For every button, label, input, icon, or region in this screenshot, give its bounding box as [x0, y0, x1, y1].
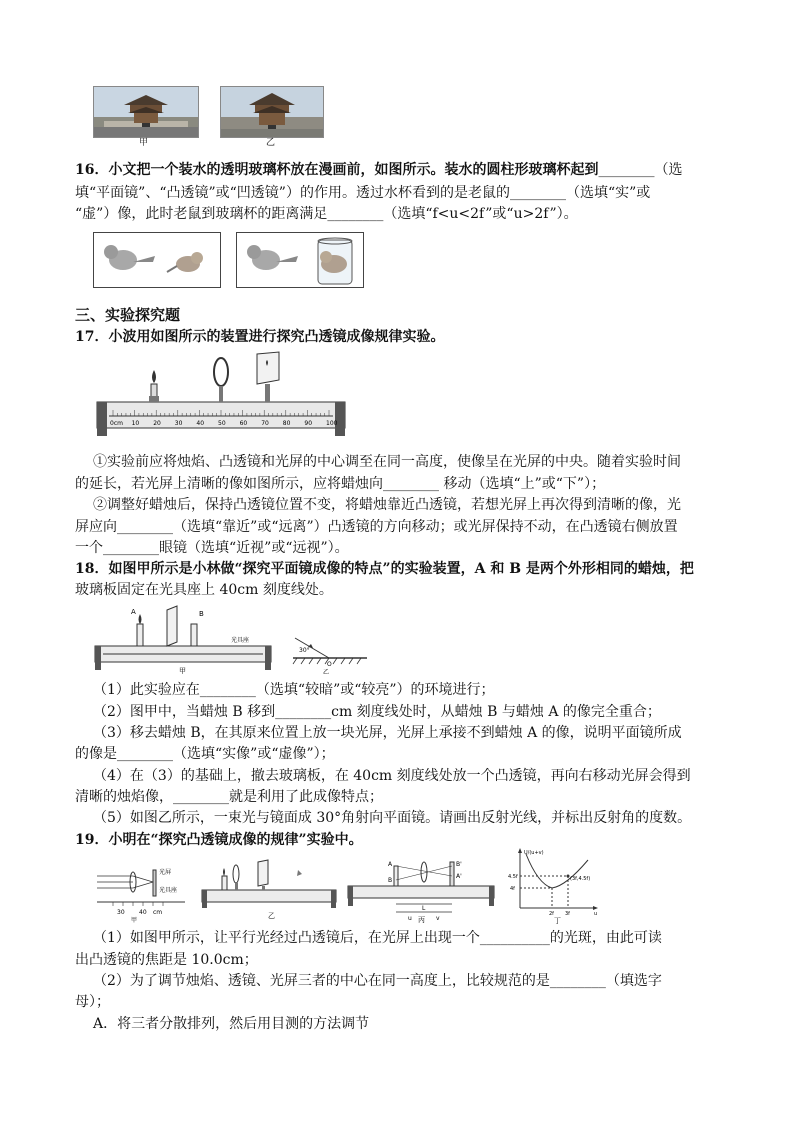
- q18-s2: [93, 703, 661, 721]
- q16-text3-end: （选填“f<u<2f”或“u>2f”）。: [383, 206, 578, 222]
- q18-s3-text1: （3）移去蜡烛 B，在其原来位置上放一块光屏，光屏上承接不到蜡烛 A 的像，说明平面镜所成: [93, 725, 682, 741]
- q16-blank3[interactable]: ________: [327, 206, 384, 222]
- q18-s4-line1: [93, 767, 691, 785]
- q18-s1a: （1）此实验应在: [93, 682, 200, 698]
- q19-s1-text2: 出凸透镜的焦距是 10.0cm；: [75, 952, 258, 968]
- q19-s1-line1: [93, 929, 662, 947]
- q19-title: [75, 831, 363, 849]
- q16-text3: “虚”）像，此时老鼠到玻璃杯的距离满足: [75, 206, 328, 222]
- section-title: 三、实验探究题: [75, 306, 181, 324]
- q19-bing-v: v: [436, 915, 440, 922]
- q18-s3-text2b: （选填“实像”或“虚像”）；: [173, 746, 335, 762]
- q18-label-bench: 光具座: [231, 637, 250, 644]
- q18-s3-text2a: 的像是: [75, 746, 117, 762]
- q19-bing-L: L: [422, 905, 426, 912]
- q19-label-ding: 丁: [554, 917, 561, 924]
- ruler-tick-label: 10: [131, 420, 140, 427]
- q18-s3-blank[interactable]: ________: [117, 746, 173, 762]
- q18-text1: 18．如图甲所示是小林做“探究平面镜成像的特点”的实验装置，A 和 B 是两个外形相同的蜡烛，把: [75, 561, 694, 577]
- q18-s1b: （选填“较暗”或“较亮”）的环境进行；: [255, 682, 495, 698]
- q19-ding-y1: 4.5f: [508, 874, 518, 880]
- q18-s1-blank[interactable]: ________: [199, 682, 256, 698]
- q17-p2-text1: ②调整好蜡烛后，保持凸透镜位置不变，将蜡烛靠近凸透镜，若想光屏上再次得到清晰的像，光: [93, 497, 681, 513]
- ruler-tick-label: 70: [261, 420, 269, 427]
- q18-s4-text2b: 就是利用了此成像特点；: [229, 789, 383, 805]
- q19-bing-B: B: [388, 877, 393, 884]
- q19-figure-ding: [508, 846, 600, 924]
- q17-p2-line1: [93, 496, 681, 514]
- q18-s4-text1: （4）在（3）的基础上，撤去玻璃板，在 40cm 刻度线处放一个凸透镜，再向右移动光屏会得到: [93, 768, 691, 784]
- q19-s1-text1a: （1）如图甲所示，让平行光经过凸透镜后，在光屏上出现一个: [93, 930, 480, 946]
- q17-p2-line3: [75, 539, 349, 557]
- q16-line2: [75, 184, 650, 202]
- q19-s1-line2: [75, 951, 258, 969]
- q17-p2-line2: [75, 518, 678, 536]
- q17-p1-line2: [75, 475, 605, 493]
- q19-label-screen: 光屏: [159, 869, 172, 876]
- caption-jia: 甲: [139, 138, 149, 148]
- ruler-tick-label: 80: [282, 420, 291, 427]
- q18-s2a: （2）图甲中，当蜡烛 B 移到: [93, 704, 276, 720]
- q16-text2-end: （选填“实”或: [565, 185, 651, 201]
- pavilion-photo-jia: [93, 86, 199, 138]
- q16-blank2[interactable]: ________: [509, 185, 566, 201]
- cartoon-figure-left: [93, 232, 221, 288]
- q19-bing-u: u: [408, 915, 412, 922]
- q16-text1-end: （选: [654, 162, 683, 178]
- q19-title-text: 19．小明在“探究凸透镜成像的规律”实验中。: [75, 832, 363, 848]
- q18-s2b: cm 刻度线处时，从蜡烛 B 与蜡烛 A 的像完全重合；: [331, 704, 661, 720]
- q17-p2-text3a: 一个: [75, 540, 103, 556]
- ruler-tick-label: 30: [174, 420, 183, 427]
- ruler-tick-label: 60: [239, 420, 248, 427]
- q19-bing-A3: A': [456, 873, 462, 880]
- q16-text1: 16．小文把一个装水的透明玻璃杯放在漫画前，如图所示。装水的圆柱形玻璃杯起到: [75, 162, 599, 178]
- q18-line1: [75, 560, 694, 578]
- q19-ding-axis-y: U/(u+v): [524, 850, 544, 856]
- q18-label-b: B: [199, 610, 204, 618]
- q18-s1: [93, 681, 495, 699]
- q19-label-jia: 甲: [131, 917, 138, 924]
- q18-s3-line1: [93, 724, 682, 742]
- q19-s2-blank[interactable]: ________: [549, 973, 606, 989]
- pavilion-photo-yi: [220, 86, 324, 138]
- q19-option-a-text: A．将三者分散排列，然后用目测的方法调节: [93, 1016, 370, 1032]
- q16-blank1[interactable]: ________: [598, 162, 655, 178]
- q19-s2-text1a: （2）为了调节烛焰、透镜、光屏三者的中心在同一高度上，比较规范的是: [93, 973, 550, 989]
- q19-s2-line1: [93, 972, 662, 990]
- q19-s2-text1b: （填选字: [605, 973, 662, 989]
- q19-option-a[interactable]: [93, 1015, 369, 1033]
- ruler-tick-label: 0cm: [110, 420, 123, 427]
- q17-title: [75, 328, 444, 346]
- q18-s4-line2: [75, 788, 383, 806]
- q19-ding-x1: 2f: [549, 911, 554, 917]
- q19-figure-jia: [93, 862, 189, 924]
- q19-figure-yi: [200, 856, 338, 924]
- q19-bing-B2: B': [456, 861, 462, 868]
- q19-label-bing: 丙: [418, 916, 425, 924]
- ruler-tick-label: 20: [153, 420, 161, 427]
- q18-s4-blank[interactable]: ________: [173, 789, 229, 805]
- q19-ding-x2: 3f: [565, 911, 570, 917]
- q17-p2-text2a: 屏应向: [75, 519, 117, 535]
- q17-p2-text3b: 眼镜（选填“近视”或“远视”）。: [159, 540, 349, 556]
- q19-bing-A: A: [388, 861, 393, 868]
- q17-p2-blank2[interactable]: ________: [103, 540, 159, 556]
- q19-label-bench: 光具座: [159, 887, 178, 894]
- q18-s3-line2: [75, 745, 335, 763]
- q19-tick-30: 30: [117, 909, 125, 916]
- q18-s5-text: （5）如图乙所示，一束光与镜面成 30°角射向平面镜。请画出反射光线，并标出反射角的度数。: [93, 810, 692, 826]
- q18-figure-yi: [289, 630, 371, 676]
- q18-label-o: O: [327, 661, 332, 668]
- q19-ding-y2: 4f: [510, 886, 515, 892]
- q17-p1-blank[interactable]: ________: [383, 476, 439, 492]
- q19-tick-40: 40: [139, 909, 147, 916]
- q17-p1-text2a: 的延长，若光屏上清晰的像如图所示，应将蜡烛向: [75, 476, 383, 492]
- q19-s2-text2: 母）；: [75, 994, 110, 1010]
- q19-s2-line2: [75, 993, 110, 1011]
- q19-s1-text1b: 的光斑，由此可读: [549, 930, 662, 946]
- q18-text2: 玻璃板固定在光具座上 40cm 刻度线处。: [75, 582, 333, 598]
- q17-p2-text2b: （选填“靠近”或“远离”）凸透镜的方向移动；或光屏保持不动，在凸透镜右侧放置: [173, 519, 678, 535]
- ruler-tick-label: 90: [304, 420, 313, 427]
- q18-label-yi: 乙: [323, 669, 330, 676]
- q16-text2: 填“平面镜”、“凸透镜”或“凹透镜”）的作用。透过水杯看到的是老鼠的: [75, 185, 510, 201]
- q16-line3: [75, 205, 578, 223]
- q17-p1-line1: [93, 453, 681, 471]
- q19-s1-blank[interactable]: __________: [479, 930, 550, 946]
- q19-tick-cm: cm: [153, 909, 163, 916]
- ruler-tick-label: 40: [196, 420, 205, 427]
- q18-figure-jia: [93, 602, 275, 676]
- caption-yi: 乙: [266, 138, 276, 148]
- q17-title-text: 17．小波用如图所示的装置进行探究凸透镜成像规律实验。: [75, 329, 445, 345]
- q18-s4-text2a: 清晰的烛焰像，: [75, 789, 173, 805]
- q17-p1-text2b: 移动（选填“上”或“下”）；: [439, 476, 606, 492]
- q19-figure-bing: [346, 856, 496, 924]
- q19-ding-point: (3f,4.5f): [570, 876, 591, 882]
- q18-line2: [75, 581, 333, 599]
- q17-p2-blank1[interactable]: ________: [117, 519, 173, 535]
- ruler-tick-label: 100: [326, 420, 338, 427]
- q18-s2-blank[interactable]: ________: [275, 704, 332, 720]
- q17-p1-text1: ①实验前应将烛焰、凸透镜和光屏的中心调至在同一高度，使像呈在光屏的中央。随着实验时间: [93, 454, 681, 470]
- q17-optical-bench-figure: [95, 350, 347, 440]
- q16-line1: [75, 161, 682, 179]
- q18-label-angle: 30°: [299, 647, 310, 654]
- q19-label-yi: 乙: [268, 912, 275, 920]
- q18-label-jia: 甲: [179, 667, 186, 675]
- q18-s5: [93, 809, 691, 827]
- ruler-tick-label: 50: [218, 420, 226, 427]
- q18-label-a: A: [131, 608, 136, 616]
- cartoon-figure-right: [236, 232, 364, 288]
- q19-ding-u: u: [594, 911, 598, 917]
